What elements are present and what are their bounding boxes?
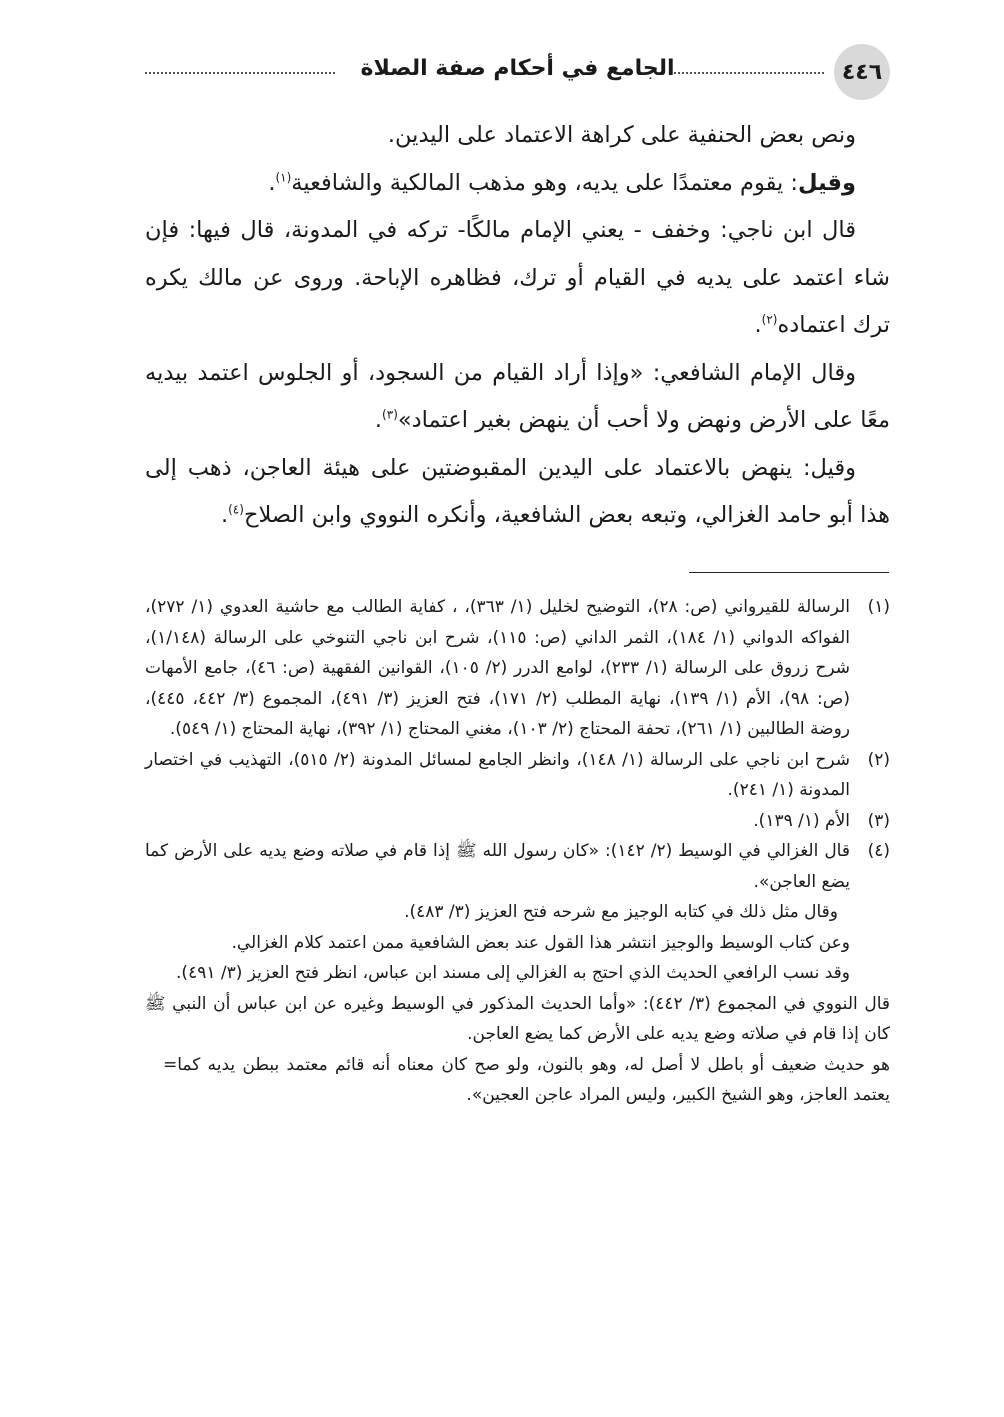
paragraph-3: قال ابن ناجي: وخفف - يعني الإمام مالكًا- تركه في المدونة، قال فيها: فإن شاء اعتمد على يديه في القيام أو ترك، فظاهره الإباحة. وروى عن مالك يكره ترك اعتماده$^{(٢)}$. bbox=[145, 217, 890, 338]
footnote-ref-3: (٣) bbox=[382, 407, 398, 422]
footnotes bbox=[145, 592, 890, 1111]
footnote-ref-2: (٢) bbox=[761, 312, 778, 327]
footnote-1 bbox=[145, 592, 890, 745]
footnote-4-continuation-2: وعن كتاب الوسيط والوجيز انتشر هذا القول عند بعض الشافعية ممن اعتمد كلام الغزالي. bbox=[231, 932, 850, 953]
footnote-number: (٣) bbox=[867, 810, 890, 831]
footnote-text: قال الغزالي في الوسيط (٢/ ١٤٢): «كان رسول الله ﷺ إذا قام في صلاته وضع يديه على الأرض كما يضع العاجن». bbox=[145, 841, 850, 892]
footnote-4-continuation-3: وقد نسب الرافعي الحديث الذي احتج به الغزالي إلى مسند ابن عباس، انظر فتح العزيز (٣/ ٤٩١). bbox=[176, 963, 850, 983]
continuation-mark: = bbox=[163, 1054, 178, 1075]
paragraph-2-lead: وقيل bbox=[798, 169, 856, 196]
footnote-4-continuation-5: = هو حديث ضعيف أو باطل لا أصل له، وهو بالنون، ولو صح كان معناه أنه قائم معتمد ببطن يديه كما يعتمد العاجز، وهو الشيخ الكبير، وليس المراد عاجن العجين». bbox=[145, 1050, 890, 1111]
footnote-separator bbox=[689, 572, 889, 573]
page-header bbox=[145, 44, 890, 100]
footnote-text: الأم (١/ ١٣٩). bbox=[753, 810, 850, 831]
paragraph-2: وقيل: يقوم معتمدًا على يديه، وهو مذهب المالكية والشافعية$^{(١)}$. bbox=[268, 169, 856, 196]
book-title: الجامع في أحكام صفة الصلاة bbox=[360, 56, 675, 81]
footnote-3 bbox=[145, 806, 890, 837]
footnote-number: (٢) bbox=[867, 749, 890, 770]
footnote-4-continuation-4: قال النووي في المجموع (٣/ ٤٤٢): «وأما الحديث المذكور في الوسيط وغيره عن ابن عباس أن النبي ﷺ كان إذا قام في صلاته وضع يديه على الأرض كما يضع العاجن. bbox=[145, 993, 890, 1044]
footnote-4 bbox=[145, 836, 890, 897]
footnote-ref-1: (١) bbox=[275, 170, 292, 184]
main-text bbox=[145, 112, 890, 540]
footnote-text: الرسالة للقيرواني (ص: ٢٨)، التوضيح لخليل (١/ ٣٦٣)، ، كفاية الطالب مع حاشية العدوي (١/ ٢٧٢)، الفواكه الدواني (١/ ١٨٤)، الثمر الداني (ص: ١١٥)، شرح ابن ناجي التنوخي على الرسالة (١/١٤٨)، شرح زروق على الرسالة (١/ ٢٣٣)، لوامع الدرر (٢/ ١٠٥)، القوانين الفقهية (ص: ٤٦)، جامع الأمهات (ص: ٩٨)، الأم (١/ ١٣٩)، نهاية المطلب (٢/ ١٧١)، فتح العزيز (٣/ ٤٩١)، المجموع (٣/ ٤٤٢، ٤٤٥)، روضة الطالبين (١/ ٢٦١)، تحفة المحتاج (٢/ ١٠٣)، مغني المحتاج (١/ ٣٩٢)، نهاية المحتاج (١/ ٥٤٩). bbox=[145, 597, 851, 739]
footnote-ref-4: (٤) bbox=[228, 502, 244, 517]
footnote-2 bbox=[145, 745, 890, 806]
footnote-number: (٤) bbox=[867, 841, 890, 861]
page-number: ٤٤٦ bbox=[834, 44, 890, 100]
footnote-4-continuation-1: وقال مثل ذلك في كتابه الوجيز مع شرحه فتح العزيز (٣/ ٤٨٣). bbox=[404, 902, 838, 922]
paragraph-1: ونص بعض الحنفية على كراهة الاعتماد على اليدين. bbox=[387, 122, 856, 148]
footnote-number: (١) bbox=[867, 597, 890, 617]
header-dots-left bbox=[145, 72, 335, 74]
paragraph-5: وقيل: ينهض بالاعتماد على اليدين المقبوضتين على هيئة العاجن، ذهب إلى هذا أبو حامد الغزالي، وتبعه بعض الشافعية، وأنكره النووي وابن الصلاح$^{(٤)}$. bbox=[145, 454, 890, 528]
footnote-text: شرح ابن ناجي على الرسالة (١/ ١٤٨)، وانظر الجامع لمسائل المدونة (٢/ ٥١٥)، التهذيب في اختصار المدونة (١/ ٢٤١). bbox=[145, 749, 851, 800]
paragraph-4: وقال الإمام الشافعي: «وإذا أراد القيام من السجود، أو الجلوس اعتمد بيديه معًا على الأرض ونهض ولا أحب أن ينهض بغير اعتماد»$^{(٣)}$. bbox=[145, 359, 890, 433]
